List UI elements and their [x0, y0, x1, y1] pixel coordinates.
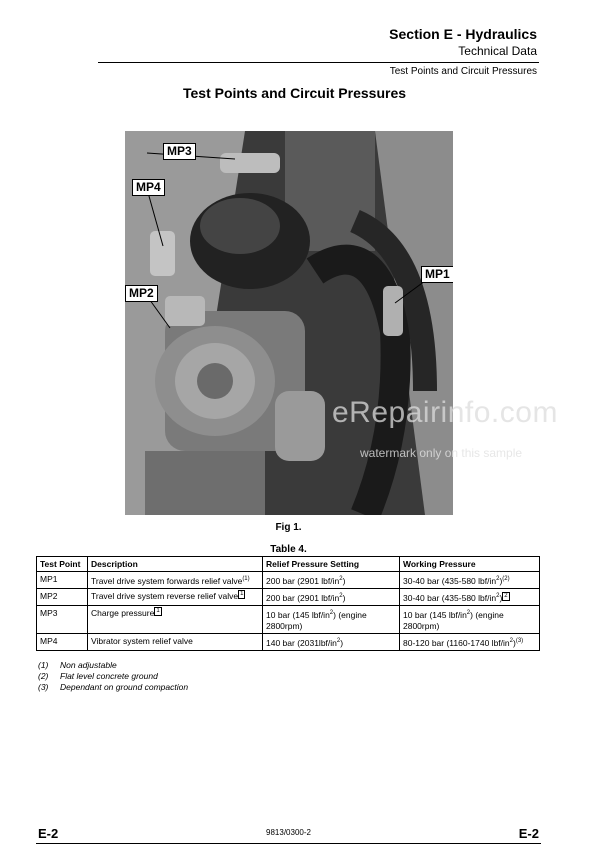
- footnote: (2) Flat level concrete ground: [38, 671, 158, 681]
- cell-point: MP4: [37, 634, 88, 651]
- table-row: [37, 605, 540, 634]
- table-row: [37, 572, 540, 589]
- col-test-point: Test Point: [37, 557, 88, 572]
- cell-working: 80-120 bar (1160-1740 lbf/$in^2)^{(3)}$: [400, 634, 540, 651]
- cell-point: MP3: [37, 605, 88, 634]
- section-subtitle: Technical Data: [458, 44, 537, 58]
- cell-working: 30-40 bar (435-580 lbf/$in^2)^{(2)}$: [400, 572, 540, 589]
- pressure-table: [36, 556, 540, 651]
- footer-page-left: E-2: [38, 826, 59, 841]
- cell-description: Travel drive system forwards relief valve$^{(1)}$: [88, 572, 263, 589]
- cell-point: MP1: [37, 572, 88, 589]
- footnote-ref: (3): [515, 638, 524, 645]
- footnote-ref: 1: [156, 607, 160, 614]
- table-row: [37, 634, 540, 651]
- footnote-ref: 1: [240, 591, 244, 597]
- cell-working: 30-40 bar (435-580 lbf/$in^2$) 2: [400, 588, 540, 605]
- cell-relief: 200 bar (2901 lbf/$in^2$): [263, 588, 400, 605]
- table-row: [37, 588, 540, 605]
- callout-mp4: MP4: [132, 179, 165, 196]
- footnotes: [38, 660, 188, 693]
- cell-relief: 140 bar $(2031lbf/in^2)$: [263, 634, 400, 651]
- table-header-row: [37, 557, 540, 572]
- cell-description: Vibrator system relief valve: [88, 634, 263, 651]
- section-title: Section E - Hydraulics: [389, 26, 537, 42]
- footnote-ref: (1): [242, 576, 250, 582]
- col-description: Description: [88, 557, 263, 572]
- cell-relief: 10 bar (145 lbf/$in^2$) (engine 2800rpm): [263, 605, 400, 634]
- footnote: (1) Non adjustable: [38, 660, 117, 670]
- callout-mp3: MP3: [163, 143, 196, 160]
- cell-relief: 200 bar (2901 lbf/$in^2$): [263, 572, 400, 589]
- footer-page-right: E-2: [518, 826, 539, 841]
- watermark: eRepairinfo.com: [332, 396, 558, 429]
- figure-caption: Fig 1.: [275, 522, 302, 533]
- col-relief-pressure: Relief Pressure Setting: [263, 557, 400, 572]
- header-topic: Test Points and Circuit Pressures: [389, 66, 537, 77]
- footnote-ref: 2: [504, 592, 508, 599]
- header-rule: [98, 62, 539, 63]
- cell-working: 10 bar (145 lbf/$in^2$) (engine 2800rpm): [400, 605, 540, 634]
- table-caption: Table 4.: [270, 544, 307, 555]
- footer-doc-number: 9813/0300-2: [266, 828, 311, 837]
- cell-description: Charge pressure 1: [88, 605, 263, 634]
- callout-mp2: MP2: [125, 285, 158, 302]
- watermark-note: watermark only on this sample: [360, 446, 523, 460]
- page-title: Test Points and Circuit Pressures: [182, 85, 407, 101]
- footnote: (3) Dependant on ground compaction: [38, 682, 189, 692]
- footnote-ref: (2): [502, 576, 510, 582]
- col-working-pressure: Working Pressure: [400, 557, 540, 572]
- cell-point: MP2: [37, 588, 88, 605]
- cell-description: Travel drive system reverse relief valve 1: [88, 588, 263, 605]
- footer-rule: [36, 843, 541, 844]
- callout-mp1: MP1: [421, 266, 453, 283]
